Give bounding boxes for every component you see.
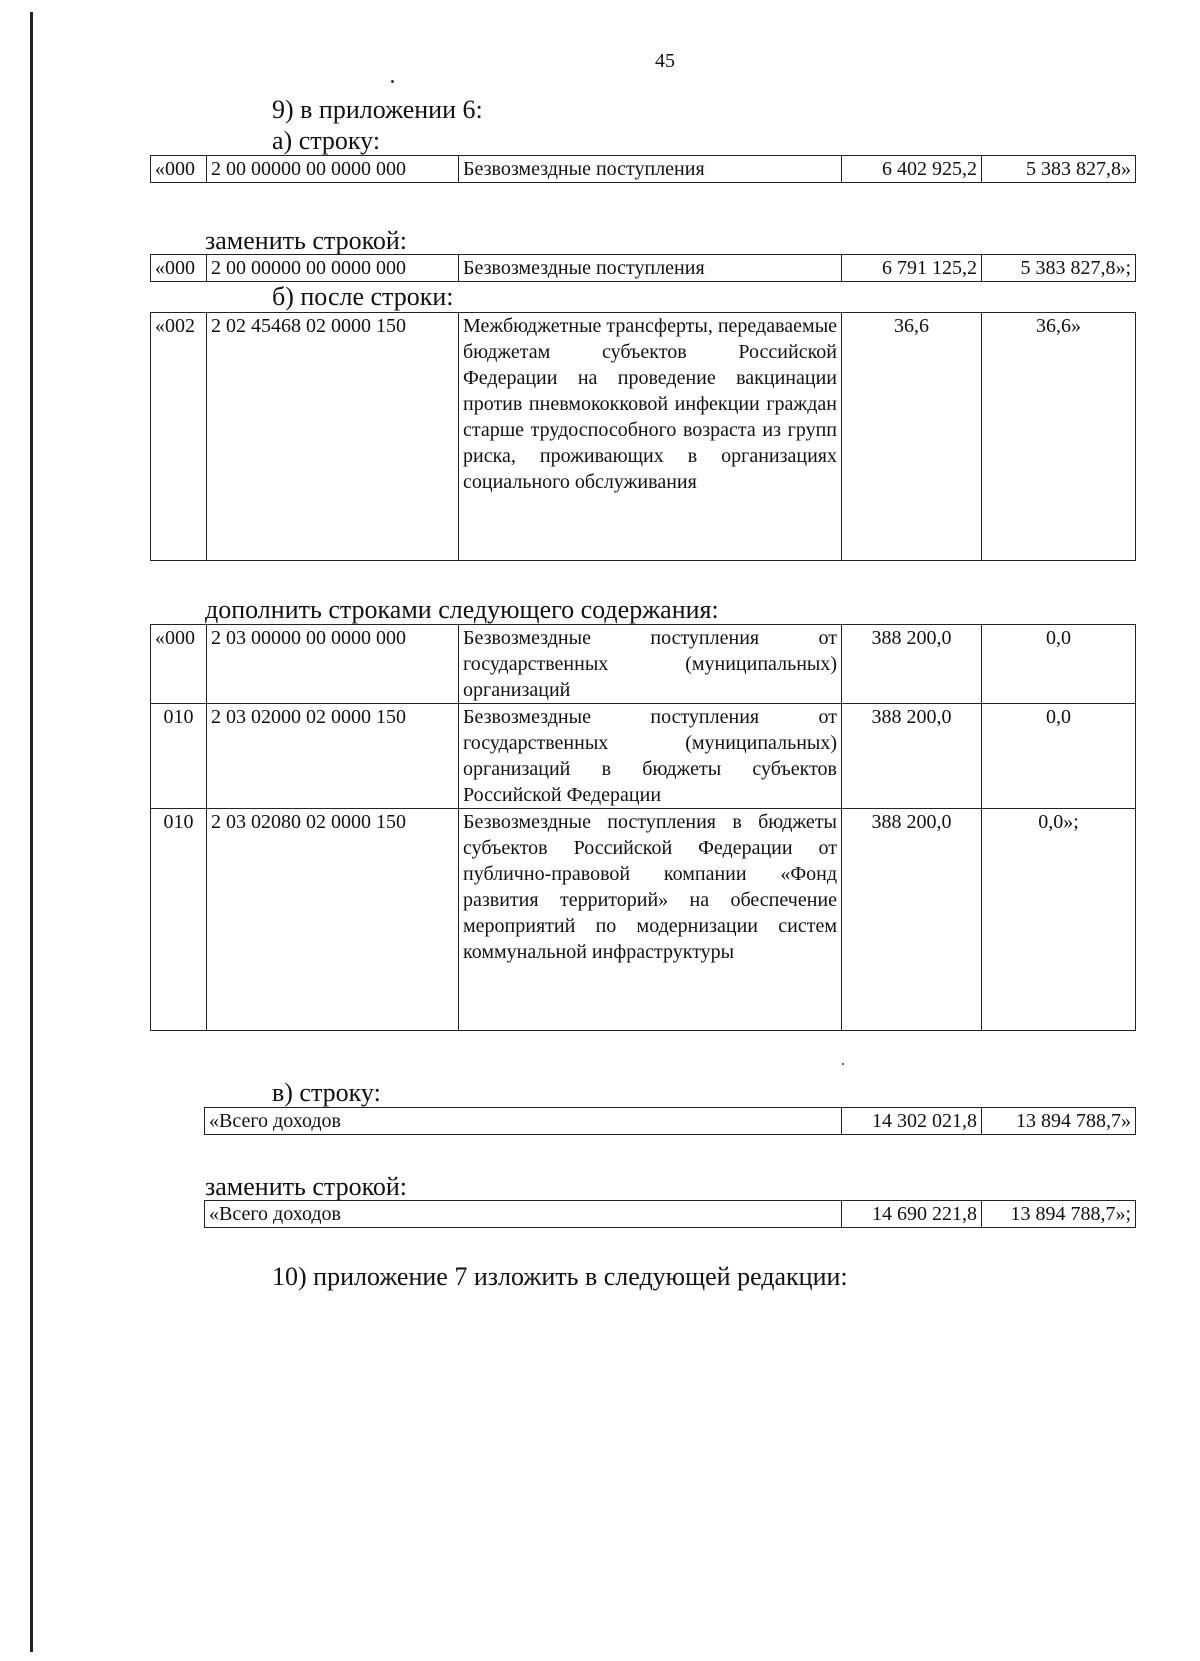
table-added-rows bbox=[150, 624, 1136, 1031]
kbk-cell: 2 02 45468 02 0000 150 bbox=[207, 313, 459, 561]
table-row-a-old bbox=[150, 155, 1136, 183]
kbk-cell: 2 03 02080 02 0000 150 bbox=[207, 809, 459, 1031]
code-cell: «000 bbox=[151, 625, 207, 704]
table-row-a-new bbox=[150, 254, 1136, 282]
section-9-title: 9) в приложении 6: bbox=[272, 95, 483, 124]
kbk-cell: 2 00 00000 00 0000 000 bbox=[207, 255, 459, 282]
value-1-cell: 6 402 925,2 bbox=[842, 156, 982, 183]
code-cell: «000 bbox=[151, 255, 207, 282]
value-1-cell: 388 200,0 bbox=[842, 704, 982, 809]
value-2-cell: 5 383 827,8» bbox=[982, 156, 1136, 183]
table-row bbox=[151, 625, 1136, 704]
table-row bbox=[151, 809, 1136, 1031]
value-2-cell: 13 894 788,7» bbox=[982, 1108, 1136, 1135]
value-1-cell: 388 200,0 bbox=[842, 625, 982, 704]
subsection-b-label: б) после строки: bbox=[272, 282, 454, 311]
value-1-cell: 36,6 bbox=[842, 313, 982, 561]
left-margin-line bbox=[30, 12, 33, 1652]
scan-speck bbox=[391, 80, 394, 83]
value-1-cell: 14 690 221,8 bbox=[842, 1201, 982, 1228]
scan-speck bbox=[842, 1063, 844, 1065]
table-row bbox=[151, 313, 1136, 561]
replace-label-1: заменить строкой: bbox=[205, 226, 408, 255]
add-rows-label: дополнить строками следующего содержания: bbox=[205, 595, 719, 624]
code-cell: 010 bbox=[151, 809, 207, 1031]
table-total-old bbox=[204, 1107, 1136, 1135]
name-cell: «Всего доходов bbox=[205, 1108, 842, 1135]
value-2-cell: 5 383 827,8»; bbox=[982, 255, 1136, 282]
kbk-cell: 2 03 02000 02 0000 150 bbox=[207, 704, 459, 809]
name-cell: Безвозмездные поступления в бюджеты субъектов Российской Федерации от публично-правовой компании «Фонд развития территорий» на обеспечение мероприятий по модернизации систем коммунальной инфраструктуры bbox=[459, 809, 842, 1031]
table-total-new bbox=[204, 1200, 1136, 1228]
code-cell: «002 bbox=[151, 313, 207, 561]
name-cell: Межбюджетные трансферты, передаваемые бюджетам субъектов Российской Федерации на проведение вакцинации против пневмококковой инфекции граждан старше трудоспособного возраста из групп риска, проживающих в организациях социального обслуживания bbox=[459, 313, 842, 561]
table-row bbox=[205, 1201, 1136, 1228]
table-row bbox=[205, 1108, 1136, 1135]
name-cell: Безвозмездные поступления bbox=[459, 156, 842, 183]
name-cell: Безвозмездные поступления от государственных (муниципальных) организаций bbox=[459, 625, 842, 704]
value-2-cell: 36,6» bbox=[982, 313, 1136, 561]
name-cell: Безвозмездные поступления bbox=[459, 255, 842, 282]
value-2-cell: 0,0»; bbox=[982, 809, 1136, 1031]
section-10-title: 10) приложение 7 изложить в следующей редакции: bbox=[272, 1262, 848, 1291]
table-row bbox=[151, 156, 1136, 183]
kbk-cell: 2 03 00000 00 0000 000 bbox=[207, 625, 459, 704]
name-cell: «Всего доходов bbox=[205, 1201, 842, 1228]
value-1-cell: 6 791 125,2 bbox=[842, 255, 982, 282]
value-2-cell: 0,0 bbox=[982, 625, 1136, 704]
code-cell: «000 bbox=[151, 156, 207, 183]
subsection-v-label: в) строку: bbox=[272, 1078, 381, 1107]
table-row-b bbox=[150, 312, 1136, 561]
value-2-cell: 13 894 788,7»; bbox=[982, 1201, 1136, 1228]
value-2-cell: 0,0 bbox=[982, 704, 1136, 809]
table-row bbox=[151, 255, 1136, 282]
value-1-cell: 14 302 021,8 bbox=[842, 1108, 982, 1135]
value-1-cell: 388 200,0 bbox=[842, 809, 982, 1031]
name-cell: Безвозмездные поступления от государственных (муниципальных) организаций в бюджеты субъектов Российской Федерации bbox=[459, 704, 842, 809]
table-row bbox=[151, 704, 1136, 809]
kbk-cell: 2 00 00000 00 0000 000 bbox=[207, 156, 459, 183]
subsection-a-label: а) строку: bbox=[272, 126, 381, 155]
replace-label-2: заменить строкой: bbox=[205, 1172, 408, 1201]
code-cell: 010 bbox=[151, 704, 207, 809]
page-number: 45 bbox=[655, 50, 675, 72]
